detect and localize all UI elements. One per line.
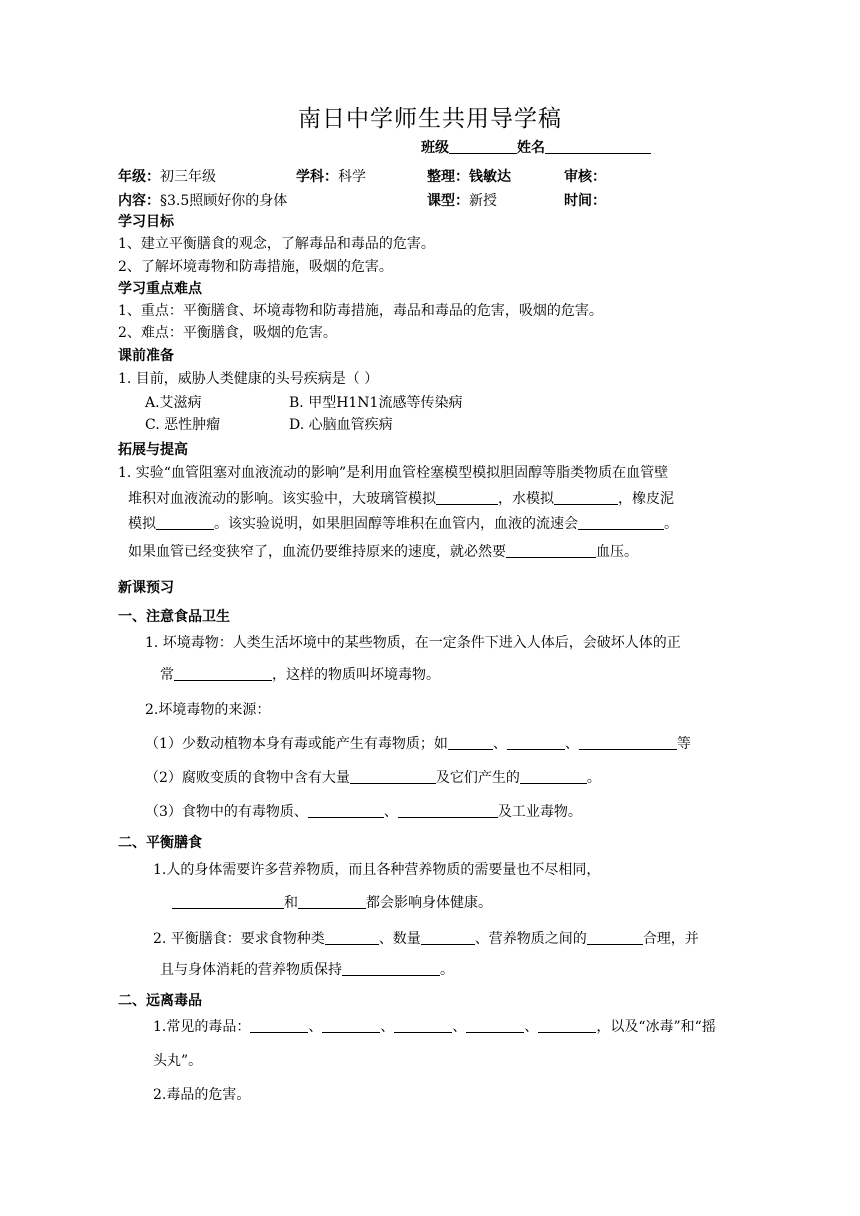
drugs-heading: 二、远离毒品	[118, 993, 202, 1009]
fill-blank[interactable]	[538, 1017, 596, 1033]
fill-blank[interactable]	[250, 1017, 308, 1033]
grade-field	[118, 166, 216, 186]
fill-blank[interactable]	[394, 1017, 452, 1033]
review-field: 审核：	[564, 169, 606, 185]
fill-blank[interactable]	[506, 542, 596, 558]
type-value: 新授	[469, 193, 497, 209]
goal-item: 1、建立平衡膳食的观念，了解毒品和毒品的危害。	[118, 236, 435, 252]
content-label: 内容：	[118, 193, 160, 209]
extension-line-1: 1. 实验“血管阻塞对血液流动的影响”是利用血管栓塞模型模拟胆固醇等脂类物质在血管壁	[118, 465, 669, 481]
fill-blank[interactable]	[421, 929, 475, 945]
goals-heading: 学习目标	[118, 214, 174, 230]
fill-blank[interactable]	[466, 1017, 524, 1033]
content-value: §3.5照顾好你的身体	[160, 193, 288, 209]
key-point-item: 1、重点：平衡膳食、坏境毒物和防毒措施，毒品和毒品的危害，吸烟的危害。	[118, 303, 603, 319]
editor-field: 整理：钱敏达	[427, 169, 511, 185]
fill-blank[interactable]	[579, 734, 677, 750]
food-item-1: 1. 坏境毒物：人类生活坏境中的某些物质，在一定条件下进入人体后，会破坏人体的正	[145, 635, 681, 651]
name-blank[interactable]	[545, 138, 651, 154]
class-blank[interactable]	[449, 138, 517, 154]
type-field	[427, 190, 497, 210]
fill-blank[interactable]	[350, 768, 436, 784]
extension-heading: 拓展与提高	[118, 442, 188, 458]
diet-item-1: 1.人的身体需要许多营养物质，而且各种营养物质的需要量也不尽相同，	[153, 862, 601, 878]
food-item-1-cont: 常 ，这样的物质叫坏境毒物。	[160, 667, 440, 683]
fill-blank[interactable]	[436, 489, 498, 505]
food-sub-1: （1）少数动植物本身有毒或能产生有毒物质；如 、 、 等	[145, 736, 691, 752]
extension-line-4: 如果血管已经变狭窄了，血流仍要维持原来的速度，就必然要 血压。	[128, 544, 638, 560]
option-c[interactable]: C. 恶性肿瘤	[145, 417, 221, 433]
fill-blank[interactable]	[174, 665, 272, 681]
grade-value: 初三年级	[160, 169, 216, 185]
prep-heading: 课前准备	[118, 348, 174, 364]
preview-heading: 新课预习	[118, 580, 174, 596]
extension-line-3: 模拟 。该实验说明，如果胆固醇等堆积在血管内，血液的流速会 。	[128, 516, 678, 532]
fill-blank[interactable]	[507, 734, 565, 750]
fill-blank[interactable]	[325, 929, 379, 945]
fill-blank[interactable]	[448, 734, 493, 750]
diet-heading: 二、平衡膳食	[118, 835, 202, 851]
option-d[interactable]: D. 心脑血管疾病	[289, 417, 393, 433]
class-label: 班级	[421, 140, 449, 156]
fill-blank[interactable]	[172, 893, 284, 909]
drugs-item-1: 1.常见的毒品： 、 、 、 、 ，以及“冰毒”和“摇	[153, 1019, 716, 1035]
fill-blank[interactable]	[156, 514, 214, 530]
prep-question: 1. 目前，威胁人类健康的头号疾病是（ ）	[118, 371, 379, 387]
food-heading: 一、注意食品卫生	[118, 609, 230, 625]
class-name-line	[421, 138, 651, 158]
type-label: 课型：	[427, 193, 469, 209]
extension-line-2: 堆积对血液流动的影响。该实验中，大玻璃管模拟 ，水模拟 ，橡皮泥	[128, 491, 674, 507]
name-label: 姓名	[517, 140, 545, 156]
grade-label: 年级：	[118, 169, 160, 185]
fill-blank[interactable]	[554, 489, 618, 505]
diet-item-2-cont: 且与身体消耗的营养物质保持 。	[160, 962, 454, 978]
diet-item-2: 2. 平衡膳食：要求食物种类 、数量 、营养物质之间的 合理，并	[153, 931, 699, 947]
subject-value: 科学	[338, 169, 366, 185]
fill-blank[interactable]	[398, 802, 498, 818]
page-title: 南日中学师生共用导学稿	[298, 106, 562, 132]
content-field	[118, 190, 287, 210]
fill-blank[interactable]	[298, 893, 366, 909]
fill-blank[interactable]	[322, 1017, 380, 1033]
subject-field	[296, 166, 366, 186]
option-a[interactable]: A.艾滋病	[145, 395, 202, 411]
drugs-item-2: 2.毒品的危害。	[153, 1087, 251, 1103]
time-field: 时间：	[564, 193, 606, 209]
fill-blank[interactable]	[308, 802, 384, 818]
goal-item: 2、了解坏境毒物和防毒措施，吸烟的危害。	[118, 259, 393, 275]
fill-blank[interactable]	[520, 768, 587, 784]
food-sub-3: （3）食物中的有毒物质、 、 及工业毒物。	[145, 804, 582, 820]
fill-blank[interactable]	[342, 960, 440, 976]
option-b[interactable]: B. 甲型H1N1流感等传染病	[289, 395, 463, 411]
food-item-2: 2.坏境毒物的来源：	[145, 702, 271, 718]
food-sub-2: （2）腐败变质的食物中含有大量 及它们产生的 。	[145, 770, 601, 786]
drugs-item-1-cont: 头丸”。	[153, 1053, 203, 1069]
key-points-heading: 学习重点难点	[118, 281, 202, 297]
key-point-item: 2、难点：平衡膳食，吸烟的危害。	[118, 325, 337, 341]
fill-blank[interactable]	[587, 929, 643, 945]
fill-blank[interactable]	[578, 514, 664, 530]
subject-label: 学科：	[296, 169, 338, 185]
diet-item-1-cont: 和 都会影响身体健康。	[172, 893, 492, 913]
